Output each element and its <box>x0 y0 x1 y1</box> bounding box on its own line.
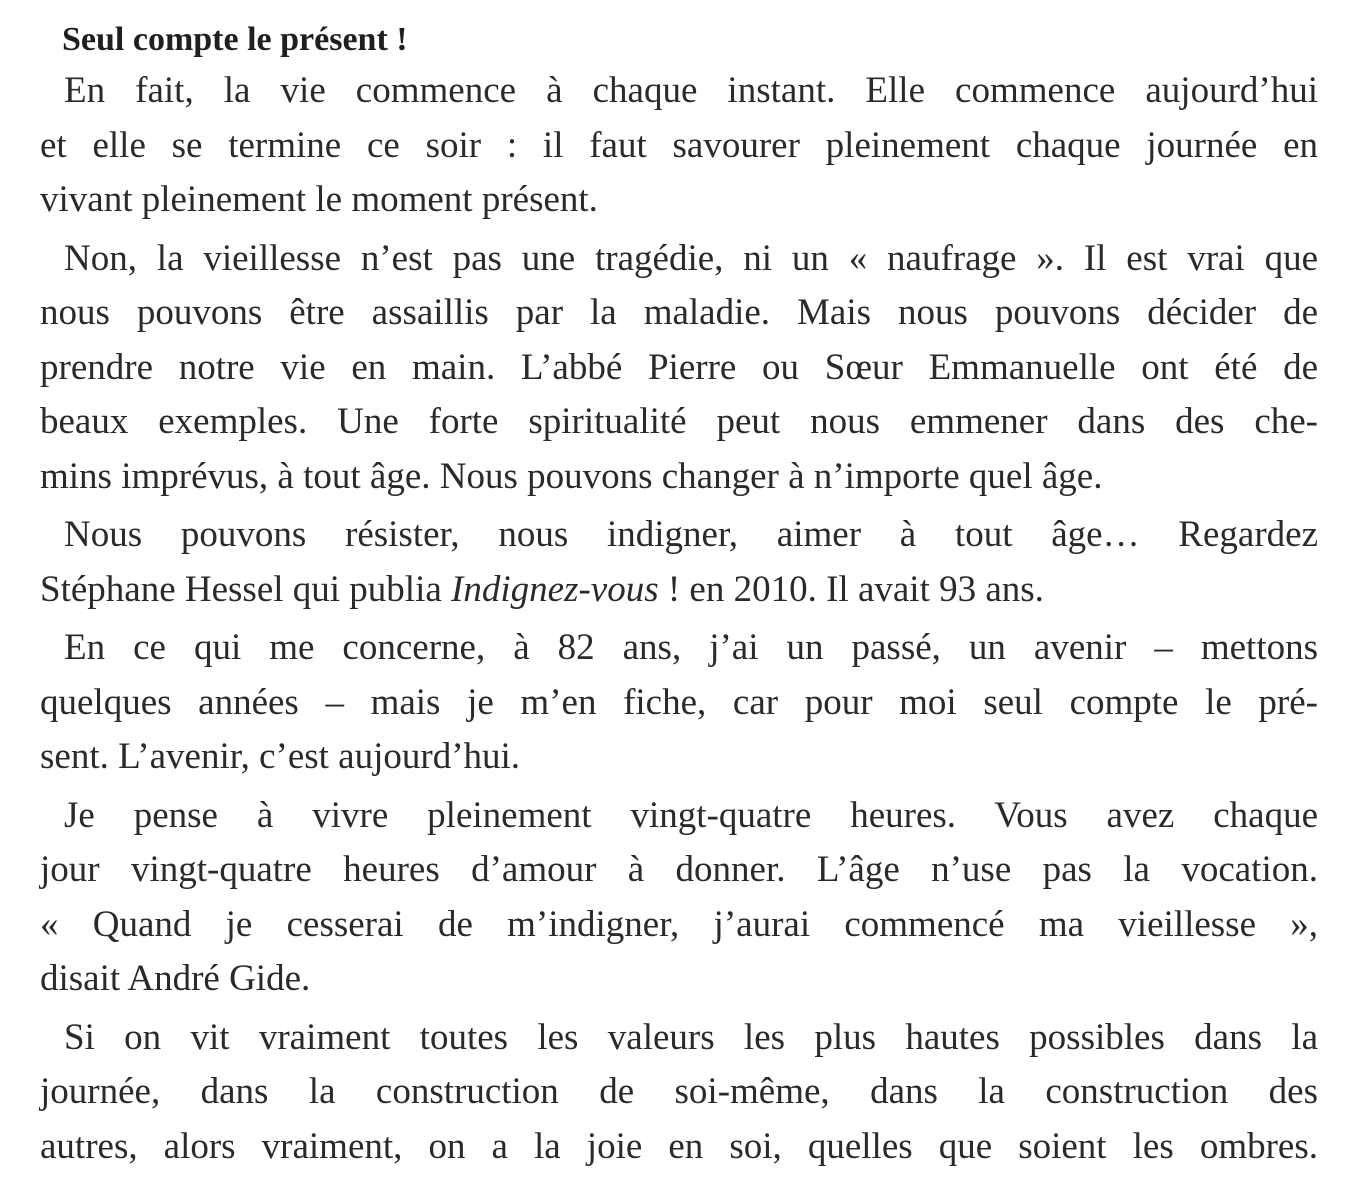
paragraph-6 <box>40 1011 1318 1175</box>
text-line: Je pense à vivre pleinement vingt-quatre heures. Vous avez chaque <box>64 794 1318 836</box>
book-page <box>40 16 1318 1178</box>
text-line: journée, dans la construction de soi-même, dans la construction des <box>40 1071 1318 1112</box>
text-line: et elle se termine ce soir : il faut savourer pleinement chaque journée en <box>40 124 1318 166</box>
paragraph-2 <box>40 232 1318 505</box>
book-title: Indignez-vous <box>451 568 659 610</box>
text-line: En ce qui me concerne, à 82 ans, j’ai un passé, un avenir – mettons <box>64 627 1318 668</box>
text-line: Nous pouvons résister, nous indigner, aimer à tout âge… Regardez <box>64 514 1318 555</box>
text-line: jour vingt-quatre heures d’amour à donner. L’âge n’use pas la vocation. <box>40 849 1318 890</box>
section-heading: Seul compte le présent ! <box>62 21 408 58</box>
text-line: Non, la vieillesse n’est pas une tragédie, ni un « naufrage ». Il est vrai que <box>64 237 1318 279</box>
text-line: quelques années – mais je m’en fiche, car pour moi seul compte le pré- <box>40 681 1318 723</box>
paragraph-4 <box>40 621 1318 785</box>
text-line: mins imprévus, à tout âge. Nous pouvons changer à n’importe quel âge. <box>40 455 1103 497</box>
text-line: nous pouvons être assaillis par la maladie. Mais nous pouvons décider de <box>40 292 1318 333</box>
text-line: « Quand je cesserai de m’indigner, j’aurai commencé ma vieillesse », <box>40 903 1318 945</box>
text-line: sent. L’avenir, c’est aujourd’hui. <box>40 736 521 777</box>
text-segment: ! en 2010. Il avait 93 ans. <box>658 568 1044 610</box>
text-line: autres, alors vraiment, on a la joie en soi, quelles que soient les ombres. <box>40 1125 1318 1167</box>
text-line: Si on vit vraiment toutes les valeurs les plus hautes possibles dans la <box>64 1016 1318 1058</box>
text-line: vivant pleinement le moment présent. <box>40 179 598 220</box>
paragraph-5 <box>40 789 1318 1007</box>
paragraph-1 <box>40 64 1318 228</box>
text-line: prendre notre vie en main. L’abbé Pierre ou Sœur Emmanuelle ont été de <box>40 346 1318 388</box>
paragraph-3 <box>40 508 1318 617</box>
text-line-with-title <box>40 563 1318 618</box>
text-line: disait André Gide. <box>40 958 311 999</box>
text-line: beaux exemples. Une forte spiritualité peut nous emmener dans des che- <box>40 401 1318 442</box>
text-segment: Stéphane Hessel qui publia <box>40 568 452 610</box>
text-line: En fait, la vie commence à chaque instant. Elle commence aujourd’hui <box>64 70 1318 111</box>
